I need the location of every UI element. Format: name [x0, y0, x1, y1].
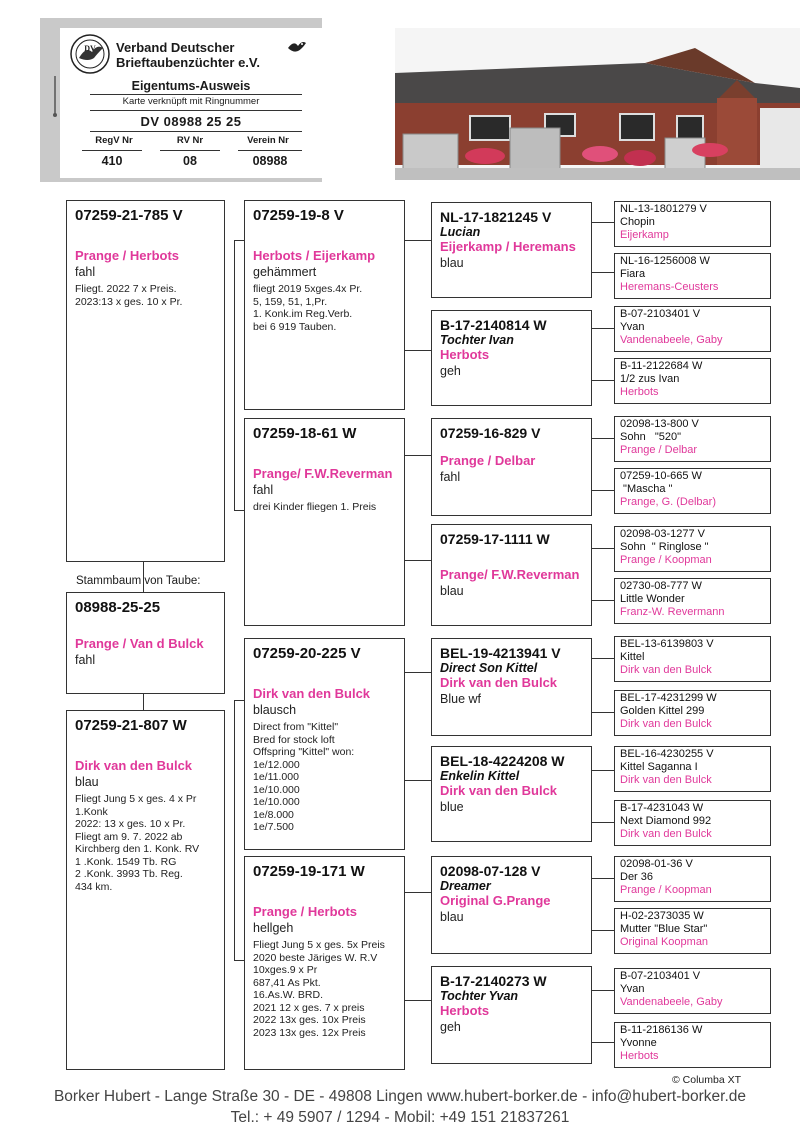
gen4-ring-number: B-07-2103401 V	[620, 970, 701, 982]
connector	[234, 700, 235, 960]
card-divider	[90, 94, 302, 95]
verein-label: Verein Nr	[247, 135, 289, 146]
org-name-line2: Brieftaubenzüchter e.V.	[116, 55, 261, 70]
gen4-name: Yvan	[620, 321, 645, 333]
ggp-name: Lucian	[440, 225, 481, 239]
footer-address: Borker Hubert - Lange Straße 30 - DE - 49808 Lingen www.hubert-borker.de - info@hubert-borker.de	[53, 1088, 747, 1105]
grandparent-breeder: Herbots / Eijerkamp	[253, 248, 376, 263]
great-grandparent-card	[431, 856, 592, 954]
connector	[592, 490, 614, 491]
gen4-ring-number: H-02-2373035 W	[620, 910, 704, 922]
ggp-color: Blue wf	[440, 692, 481, 706]
rv-value: 08	[160, 150, 220, 168]
verein-value: 08988	[238, 150, 302, 168]
connector	[143, 694, 144, 710]
ggp-breeder: Prange/ F.W.Reverman	[440, 567, 580, 582]
connector	[234, 240, 244, 241]
ggp-breeder: Prange / Delbar	[440, 453, 536, 468]
grandparent-card	[244, 856, 405, 1070]
connector	[592, 438, 614, 439]
card-divider	[90, 131, 302, 132]
gen4-name: Chopin	[620, 216, 655, 228]
gen4-ring-number: 07259-10-665 W	[620, 470, 702, 482]
great-grandparent-card	[431, 418, 592, 516]
connector	[592, 878, 614, 879]
ggp-ring-number: BEL-18-4224208 W	[440, 753, 565, 769]
grandparent-notes: drei Kinder fliegen 1. Preis	[253, 501, 377, 513]
card-doc-subtitle: Karte verknüpft mit Ringnummer	[122, 96, 260, 107]
connector	[405, 560, 431, 561]
gen4-ring-number: B-17-4231043 W	[620, 802, 704, 814]
ggp-ring-number: 07259-16-829 V	[440, 425, 541, 441]
gen4-ring-number: 02730-08-777 W	[620, 580, 702, 592]
subject-card	[66, 592, 225, 694]
loft-photo	[395, 28, 800, 180]
footer-phone: Tel.: + 49 5907 / 1294 - Mobil: +49 151 21837261	[230, 1109, 570, 1126]
dam-ring-number: 07259-21-807 W	[75, 717, 187, 734]
great-grandparent-card	[431, 638, 592, 736]
ggp-color: fahl	[440, 470, 461, 484]
card-divider	[90, 110, 302, 111]
gen4-name: Yvan	[620, 983, 645, 995]
dam-breeder: Dirk van den Bulck	[75, 758, 193, 773]
grandparent-card	[244, 200, 405, 410]
great-grandparent-card	[431, 966, 592, 1064]
grandparent-notes: Fliegt Jung 5 x ges. 5x Preis 2020 beste Järiges W. R.V 10xges.9 x Pr 687,41 As Pkt. 16.As.W. BRD. 2021 12 x ges. 7 x preis 2022 13x ges. 10x Preis 2023 13x ges. 12x Preis	[253, 939, 385, 1039]
gen4-breeder: Prange / Koopman	[620, 554, 712, 566]
gen4-ring-number: BEL-13-6139803 V	[620, 638, 714, 650]
gen4-card	[614, 201, 771, 247]
grandparent-card	[244, 638, 405, 850]
grandparent-ring-number: 07259-19-171 W	[253, 863, 365, 880]
connector	[234, 960, 244, 961]
great-grandparent-card	[431, 524, 592, 626]
gen4-name: Sohn "520"	[620, 431, 682, 443]
subject-ring-number: 08988-25-25	[75, 599, 161, 616]
gen4-card	[614, 468, 771, 514]
gen4-ring-number: B-11-2186136 W	[620, 1024, 703, 1036]
connector	[405, 1000, 431, 1001]
gen4-breeder: Dirk van den Bulck	[620, 774, 712, 786]
gen4-name: Mutter "Blue Star"	[620, 923, 708, 935]
ggp-color: geh	[440, 364, 461, 378]
regv-label: RegV Nr	[95, 135, 133, 146]
grandparent-color: fahl	[253, 483, 274, 497]
ggp-color: blau	[440, 584, 464, 598]
connector	[405, 780, 431, 781]
ggp-ring-number: B-17-2140273 W	[440, 973, 547, 989]
connector	[234, 510, 244, 511]
grandparent-breeder: Prange / Herbots	[253, 904, 358, 919]
rv-label: RV Nr	[176, 135, 204, 146]
card-doc-title: Eigentums-Ausweis	[131, 79, 251, 93]
ggp-ring-number: 02098-07-128 V	[440, 863, 541, 879]
ggp-ring-number: NL-17-1821245 V	[440, 209, 552, 225]
ggp-ring-number: BEL-19-4213941 V	[440, 645, 561, 661]
gen4-breeder: Dirk van den Bulck	[620, 828, 712, 840]
gen4-card	[614, 306, 771, 352]
gen4-card	[614, 253, 771, 299]
gen4-ring-number: 02098-13-800 V	[620, 418, 699, 430]
gen4-breeder: Eijerkamp	[620, 229, 669, 241]
gen4-name: Fiara	[620, 268, 646, 280]
ggp-color: geh	[440, 1020, 461, 1034]
card-ring-number: DV 08988 25 25	[140, 114, 242, 129]
connector	[592, 328, 614, 329]
grandparent-ring-number: 07259-18-61 W	[253, 425, 357, 442]
sire-card	[66, 200, 225, 562]
pedigree-caption: Stammbaum von Taube:	[76, 575, 201, 587]
gen4-ring-number: BEL-16-4230255 V	[620, 748, 714, 760]
gen4-breeder: Prange / Delbar	[620, 444, 698, 456]
ggp-breeder: Dirk van den Bulck	[440, 675, 558, 690]
ggp-name: Direct Son Kittel	[440, 661, 538, 675]
connector	[592, 990, 614, 991]
gen4-card	[614, 690, 771, 736]
ggp-breeder: Eijerkamp / Heremans	[440, 239, 576, 254]
sire-notes: Fliegt. 2022 7 x Preis. 2023:13 x ges. 10 x Pr.	[75, 283, 183, 308]
ggp-name: Tochter Yvan	[440, 989, 519, 1003]
ggp-breeder: Dirk van den Bulck	[440, 783, 558, 798]
gen4-breeder: Original Koopman	[620, 936, 709, 948]
gen4-ring-number: 02098-01-36 V	[620, 858, 693, 870]
great-grandparent-card	[431, 746, 592, 842]
ggp-color: blau	[440, 910, 464, 924]
gen4-name: Kittel	[620, 651, 645, 663]
grandparent-color: blausch	[253, 703, 297, 717]
org-name-line1: Verband Deutscher	[116, 40, 235, 55]
connector	[592, 930, 614, 931]
connector	[592, 822, 614, 823]
sire-ring-number: 07259-21-785 V	[75, 207, 183, 224]
grandparent-color: hellgeh	[253, 921, 294, 935]
gen4-name: Sohn " Ringlose "	[620, 541, 709, 553]
connector	[592, 380, 614, 381]
grandparent-breeder: Dirk van den Bulck	[253, 686, 371, 701]
gen4-name: Der 36	[620, 871, 654, 883]
gen4-card	[614, 578, 771, 624]
ggp-breeder: Herbots	[440, 347, 490, 362]
gen4-breeder: Vandenabeele, Gaby	[620, 334, 723, 346]
grandparent-ring-number: 07259-19-8 V	[253, 207, 344, 224]
connector	[405, 892, 431, 893]
ggp-name: Enkelin Kittel	[440, 769, 520, 783]
gen4-ring-number: B-11-2122684 W	[620, 360, 703, 372]
ggp-ring-number: B-17-2140814 W	[440, 317, 547, 333]
grandparent-card	[244, 418, 405, 626]
grandparent-notes: fliegt 2019 5xges.4x Pr. 5, 159, 51, 1,Pr. 1. Konk.im Reg.Verb. bei 6 919 Tauben.	[253, 283, 363, 333]
dam-card	[66, 710, 225, 1070]
gen4-breeder: Dirk van den Bulck	[620, 718, 712, 730]
dam-color: blau	[75, 775, 99, 789]
connector	[592, 600, 614, 601]
subject-breeder: Prange / Van d Bulck	[75, 636, 204, 651]
gen4-name: "Mascha "	[620, 483, 673, 495]
gen4-ring-number: 02098-03-1277 V	[620, 528, 706, 540]
connector	[592, 770, 614, 771]
ggp-breeder: Original G.Prange	[440, 893, 551, 908]
ggp-color: blau	[440, 256, 464, 270]
connector	[592, 548, 614, 549]
gen4-breeder: Heremans-Ceusters	[620, 281, 719, 293]
vdbt-logo	[70, 34, 110, 74]
subject-color: fahl	[75, 653, 96, 667]
gen4-breeder: Herbots	[620, 386, 659, 398]
gen4-card	[614, 800, 771, 846]
connector	[405, 672, 431, 673]
gen4-breeder: Dirk van den Bulck	[620, 664, 712, 676]
gen4-breeder: Franz-W. Revermann	[620, 606, 725, 618]
regv-value: 410	[82, 150, 142, 168]
gen4-breeder: Vandenabeele, Gaby	[620, 996, 723, 1008]
gen4-name: Next Diamond 992	[620, 815, 712, 827]
svg-text:DV: DV	[84, 44, 96, 53]
connector	[592, 712, 614, 713]
gen4-name: Yvonne	[620, 1037, 657, 1049]
gen4-breeder: Prange / Koopman	[620, 884, 712, 896]
ggp-name: Dreamer	[440, 879, 491, 893]
gen4-ring-number: BEL-17-4231299 W	[620, 692, 717, 704]
gen4-card	[614, 636, 771, 682]
ownership-card-body	[60, 28, 322, 178]
gen4-name: Golden Kittel 299	[620, 705, 705, 717]
card-pin-icon	[52, 76, 58, 118]
sire-breeder: Prange / Herbots	[75, 248, 180, 263]
ggp-ring-number: 07259-17-1111 W	[440, 531, 550, 547]
gen4-breeder: Herbots	[620, 1050, 659, 1062]
connector	[405, 455, 431, 456]
gen4-card	[614, 968, 771, 1014]
connector	[234, 700, 244, 701]
sire-color: fahl	[75, 265, 96, 279]
ggp-name: Tochter Ivan	[440, 333, 514, 347]
connector	[592, 658, 614, 659]
connector	[405, 240, 431, 241]
ggp-name	[440, 441, 583, 453]
gen4-name: Kittel Saganna I	[620, 761, 698, 773]
gen4-ring-number: B-07-2103401 V	[620, 308, 701, 320]
connector	[592, 222, 614, 223]
grandparent-color: gehämmert	[253, 265, 317, 279]
gen4-card	[614, 416, 771, 462]
gen4-card	[614, 358, 771, 404]
gen4-card	[614, 1022, 771, 1068]
gen4-ring-number: NL-13-1801279 V	[620, 203, 707, 215]
copyright-notice: © Columba XT	[672, 1074, 742, 1086]
gen4-card	[614, 746, 771, 792]
gen4-card	[614, 856, 771, 902]
connector	[592, 272, 614, 273]
grandparent-notes: Direct from "Kittel" Bred for stock loft Offspring "Kittel" won: 1e/12.000 1e/11.000 1e/10.000 1e/10.000 1e/8.000 1e/7.500	[253, 721, 355, 833]
gen4-card	[614, 908, 771, 954]
grandparent-ring-number: 07259-20-225 V	[253, 645, 361, 662]
dam-notes: Fliegt Jung 5 x ges. 4 x Pr 1.Konk 2022: 13 x ges. 10 x Pr. Fliegt am 9. 7. 2022 ab Kirchberg den 1. Konk. RV 1 .Konk. 1549 Tb. RG 2 .Konk. 3993 Tb. Reg. 434 km.	[75, 793, 200, 893]
gen4-ring-number: NL-16-1256008 W	[620, 255, 710, 267]
gen4-card	[614, 526, 771, 572]
gen4-breeder: Prange, G. (Delbar)	[620, 496, 716, 508]
great-grandparent-card	[431, 310, 592, 406]
ggp-name	[440, 547, 583, 567]
ggp-breeder: Herbots	[440, 1003, 490, 1018]
gen4-name: Little Wonder	[620, 593, 685, 605]
grandparent-breeder: Prange/ F.W.Reverman	[253, 466, 393, 481]
great-grandparent-card	[431, 202, 592, 298]
connector	[234, 240, 235, 510]
ggp-color: blue	[440, 800, 464, 814]
connector	[405, 350, 431, 351]
connector	[592, 1042, 614, 1043]
ownership-card	[40, 18, 322, 182]
gen4-name: 1/2 zus Ivan	[620, 373, 680, 385]
pigeon-emblem-icon	[286, 38, 308, 56]
